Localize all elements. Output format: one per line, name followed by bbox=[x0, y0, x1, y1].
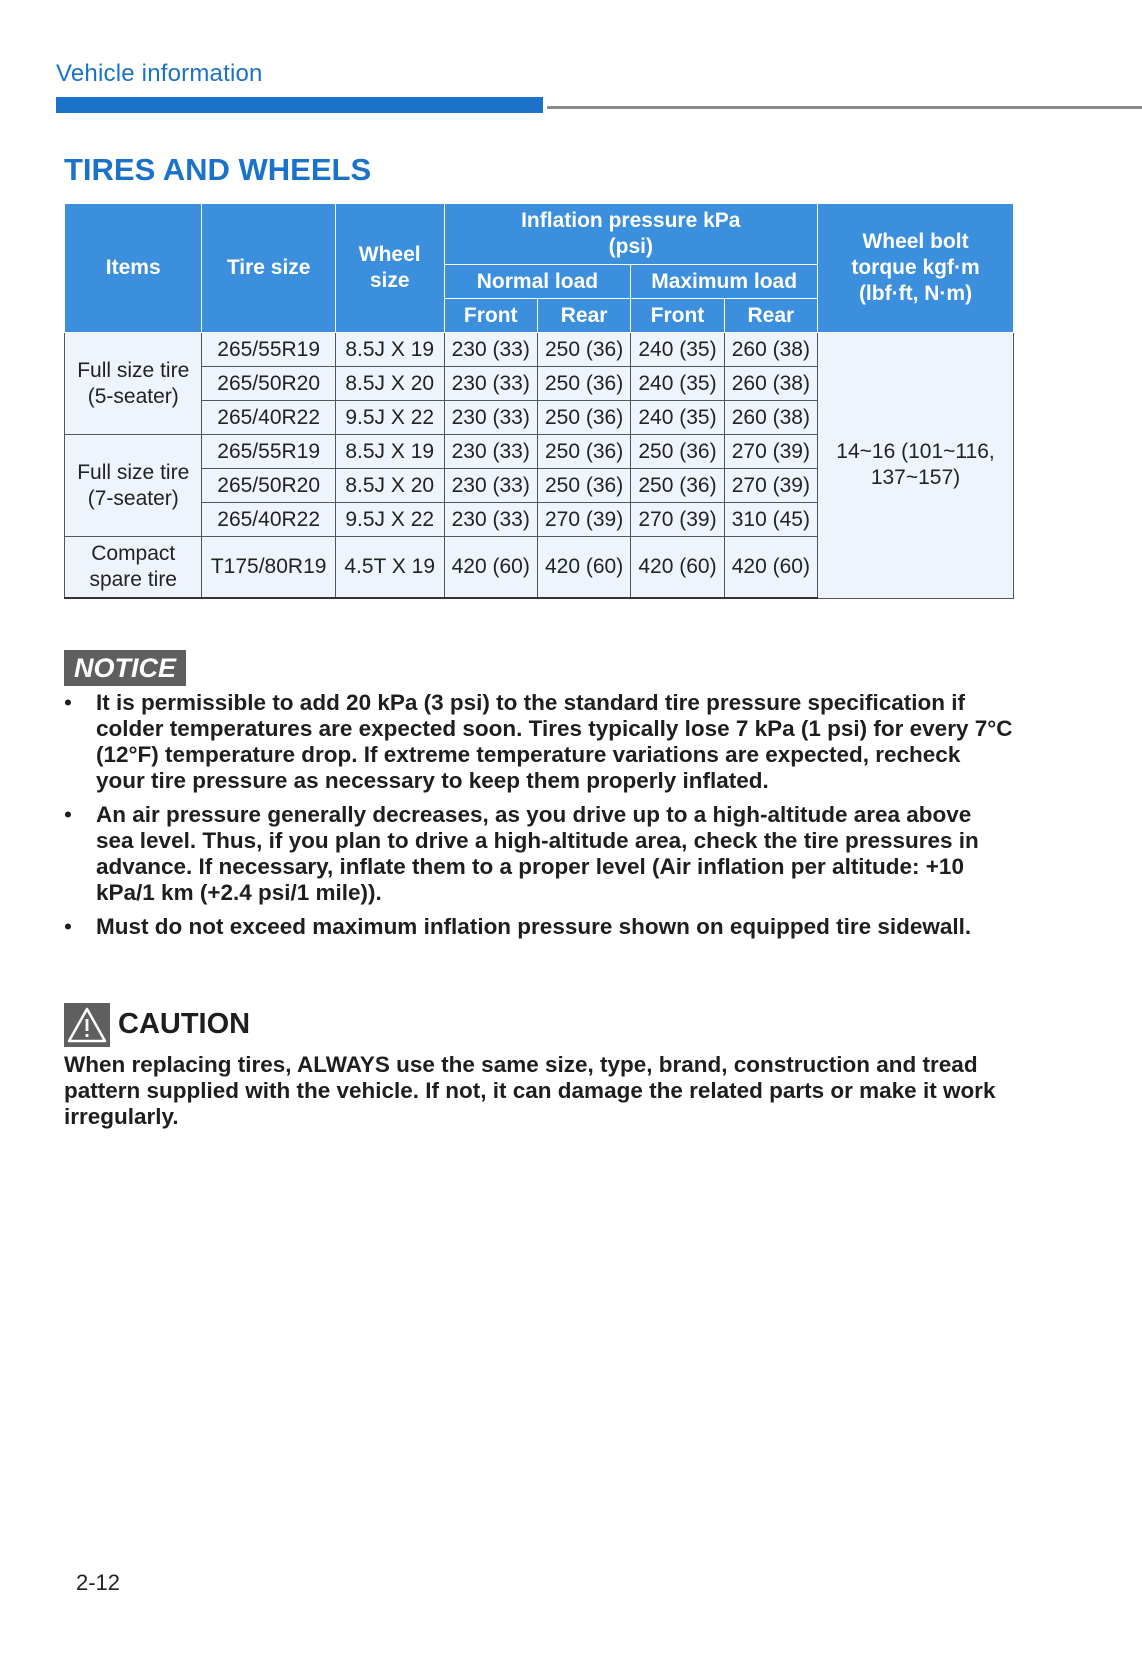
header-tire-size: Tire size bbox=[202, 204, 335, 333]
normal-rear-cell: 420 (60) bbox=[537, 537, 630, 599]
normal-rear-cell: 250 (36) bbox=[537, 401, 630, 435]
normal-rear-cell: 250 (36) bbox=[537, 435, 630, 469]
header-rule-gray bbox=[547, 106, 1142, 109]
notice-item: • An air pressure generally decreases, as you drive up to a high-altitude area above sea level. Thus, if you plan to drive a high-altitude area, check the tire pressures in advance. If necessary, inflate them to a proper level (Air inflation per altitude: +10 kPa/1 km (+2.4 psi/1 mile)). bbox=[64, 802, 1014, 906]
tire-size-cell: 265/40R22 bbox=[202, 401, 335, 435]
item-label: Full size tire (5-seater) bbox=[65, 333, 202, 435]
max-front-cell: 270 (39) bbox=[631, 503, 724, 537]
max-rear-cell: 260 (38) bbox=[724, 401, 817, 435]
tire-size-cell: 265/50R20 bbox=[202, 367, 335, 401]
table-row bbox=[65, 333, 1014, 367]
max-front-cell: 420 (60) bbox=[631, 537, 724, 599]
page-title: TIRES AND WHEELS bbox=[64, 152, 372, 187]
normal-front-cell: 230 (33) bbox=[444, 503, 537, 537]
header-wheel-bolt-torque: Wheel bolt torque kgf·m (lbf·ft, N·m) bbox=[818, 204, 1014, 333]
tire-size-cell: 265/50R20 bbox=[202, 469, 335, 503]
wheel-size-cell: 8.5J X 20 bbox=[335, 469, 444, 503]
max-rear-cell: 270 (39) bbox=[724, 469, 817, 503]
normal-rear-cell: 250 (36) bbox=[537, 367, 630, 401]
normal-rear-cell: 270 (39) bbox=[537, 503, 630, 537]
caution-text: When replacing tires, ALWAYS use the same size, type, brand, construction and tread pattern supplied with the vehicle. If not, it can damage the related parts or make it work irregularly. bbox=[64, 1052, 996, 1129]
max-front-cell: 250 (36) bbox=[631, 469, 724, 503]
caution-title: CAUTION bbox=[118, 1008, 251, 1040]
item-label: Full size tire (7-seater) bbox=[65, 435, 202, 537]
max-front-cell: 240 (35) bbox=[631, 367, 724, 401]
header-normal-load: Normal load bbox=[444, 265, 631, 299]
notice-badge: NOTICE bbox=[64, 650, 186, 686]
header-inflation-pressure: Inflation pressure kPa (psi) bbox=[444, 204, 817, 265]
wheel-size-cell: 8.5J X 19 bbox=[335, 333, 444, 367]
max-rear-cell: 270 (39) bbox=[724, 435, 817, 469]
header-rule-accent bbox=[56, 97, 543, 113]
item-label: Compact spare tire bbox=[65, 537, 202, 599]
header-max-front: Front bbox=[631, 299, 724, 333]
header-maximum-load: Maximum load bbox=[631, 265, 818, 299]
notice-item: • Must do not exceed maximum inflation pressure shown on equipped tire sidewall. bbox=[64, 914, 1014, 940]
normal-front-cell: 230 (33) bbox=[444, 401, 537, 435]
torque-value: 14~16 (101~116, 137~157) bbox=[818, 333, 1014, 599]
max-rear-cell: 310 (45) bbox=[724, 503, 817, 537]
wheel-size-cell: 9.5J X 22 bbox=[335, 503, 444, 537]
page-number: 2-12 bbox=[76, 1570, 121, 1595]
max-front-cell: 240 (35) bbox=[631, 401, 724, 435]
max-front-cell: 240 (35) bbox=[631, 333, 724, 367]
tire-size-cell: 265/55R19 bbox=[202, 435, 335, 469]
wheel-size-cell: 4.5T X 19 bbox=[335, 537, 444, 599]
tire-size-cell: 265/55R19 bbox=[202, 333, 335, 367]
header-wheel-size: Wheel size bbox=[335, 204, 444, 333]
max-front-cell: 250 (36) bbox=[631, 435, 724, 469]
header-normal-front: Front bbox=[444, 299, 537, 333]
normal-front-cell: 230 (33) bbox=[444, 333, 537, 367]
normal-front-cell: 230 (33) bbox=[444, 435, 537, 469]
wheel-size-cell: 8.5J X 20 bbox=[335, 367, 444, 401]
section-header: Vehicle information bbox=[56, 60, 263, 87]
wheel-size-cell: 8.5J X 19 bbox=[335, 435, 444, 469]
wheel-size-cell: 9.5J X 22 bbox=[335, 401, 444, 435]
header-max-rear: Rear bbox=[724, 299, 817, 333]
notice-list bbox=[64, 690, 1014, 948]
max-rear-cell: 260 (38) bbox=[724, 333, 817, 367]
normal-rear-cell: 250 (36) bbox=[537, 333, 630, 367]
header-normal-rear: Rear bbox=[537, 299, 630, 333]
notice-item: • It is permissible to add 20 kPa (3 psi) to the standard tire pressure specification if colder temperatures are expected soon. Tires typically lose 7 kPa (1 psi) for every 7°C (12°F) temperature drop. If extreme temperature variations are expected, recheck your tire pressure as necessary to keep them properly inflated. bbox=[64, 690, 1014, 794]
header-items: Items bbox=[65, 204, 202, 333]
warning-triangle-icon bbox=[64, 1003, 110, 1047]
tire-size-cell: 265/40R22 bbox=[202, 503, 335, 537]
normal-rear-cell: 250 (36) bbox=[537, 469, 630, 503]
normal-front-cell: 420 (60) bbox=[444, 537, 537, 599]
max-rear-cell: 420 (60) bbox=[724, 537, 817, 599]
normal-front-cell: 230 (33) bbox=[444, 469, 537, 503]
max-rear-cell: 260 (38) bbox=[724, 367, 817, 401]
tire-size-cell: T175/80R19 bbox=[202, 537, 335, 599]
tire-spec-table bbox=[64, 203, 1014, 599]
normal-front-cell: 230 (33) bbox=[444, 367, 537, 401]
